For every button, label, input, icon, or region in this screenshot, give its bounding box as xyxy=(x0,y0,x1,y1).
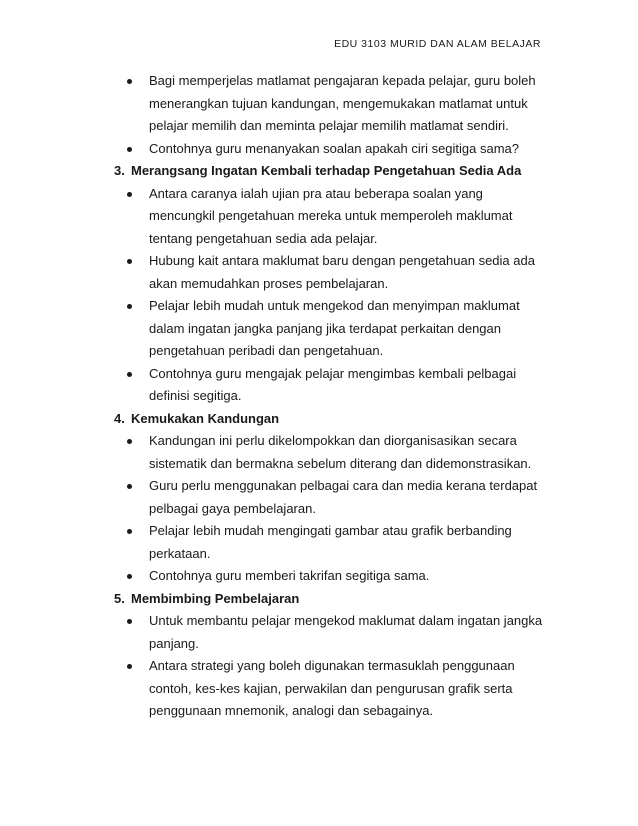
bullet-dot-icon xyxy=(127,664,132,669)
list-item-text: Pelajar lebih mudah mengingati gambar atau grafik berbanding perkataan. xyxy=(149,523,512,561)
list-item xyxy=(0,520,638,565)
list-item-text: Guru perlu menggunakan pelbagai cara dan media kerana terdapat pelbagai gaya pembelajaran. xyxy=(149,478,538,516)
bullet-dot-icon xyxy=(127,304,132,309)
section-title: Merangsang Ingatan Kembali terhadap Pengetahuan Sedia Ada xyxy=(131,163,522,178)
section-number: 5. xyxy=(114,590,125,606)
sections-container xyxy=(0,160,638,723)
list-item-text: Hubung kait antara maklumat baru dengan pengetahuan sedia ada akan memudahkan proses pembelajaran. xyxy=(149,253,535,291)
page-header: EDU 3103 MURID DAN ALAM BELAJAR xyxy=(334,38,541,50)
list-item-text: Antara strategi yang boleh digunakan termasuklah penggunaan contoh, kes-kes kajian, perwakilan dan pengurusan grafik serta penggunaan mnemonik, analogi dan sebagainya. xyxy=(149,658,515,718)
section-heading xyxy=(0,408,638,431)
bullet-list xyxy=(0,610,638,723)
list-item-text: Contohnya guru memberi takrifan segitiga sama. xyxy=(149,568,430,583)
bullet-dot-icon xyxy=(127,439,132,444)
section xyxy=(0,160,638,408)
list-item-text: Untuk membantu pelajar mengekod maklumat dalam ingatan jangka panjang. xyxy=(149,613,543,651)
bullet-dot-icon xyxy=(127,259,132,264)
bullet-dot-icon xyxy=(127,147,132,152)
bullet-dot-icon xyxy=(127,574,132,579)
bullet-dot-icon xyxy=(127,484,132,489)
section-heading xyxy=(0,588,638,611)
section-title: Membimbing Pembelajaran xyxy=(131,590,300,606)
list-item-text: Kandungan ini perlu dikelompokkan dan diorganisasikan secara sistematik dan bermakna sebelum diterang dan didemonstrasikan. xyxy=(149,433,532,471)
list-item xyxy=(0,655,638,723)
bullet-dot-icon xyxy=(127,79,132,84)
list-item xyxy=(0,295,638,363)
document-body xyxy=(0,70,638,723)
list-item xyxy=(0,250,638,295)
list-item xyxy=(0,363,638,408)
bullet-dot-icon xyxy=(127,619,132,624)
list-item xyxy=(0,430,638,475)
bullet-dot-icon xyxy=(127,192,132,197)
list-item-text: Antara caranya ialah ujian pra atau beberapa soalan yang mencungkil pengetahuan mereka untuk memperoleh maklumat tentang pengetahuan sedia ada pelajar. xyxy=(149,185,513,246)
section xyxy=(0,588,638,723)
section-number: 3. xyxy=(114,163,125,178)
list-item-text: Pelajar lebih mudah untuk mengekod dan menyimpan maklumat dalam ingatan jangka panjang jika terdapat perkaitan dengan pengetahuan peribadi dan pengetahuan. xyxy=(149,298,520,358)
list-item-text: Contohnya guru mengajak pelajar mengimbas kembali pelbagai definisi segitiga. xyxy=(149,365,517,403)
list-item xyxy=(0,138,638,161)
bullet-list xyxy=(0,430,638,588)
intro-bullet-list xyxy=(0,70,638,160)
section-heading xyxy=(0,160,638,183)
list-item xyxy=(0,183,638,251)
section-number: 4. xyxy=(114,410,125,426)
bullet-dot-icon xyxy=(127,372,132,377)
list-item xyxy=(0,475,638,520)
section-title: Kemukakan Kandungan xyxy=(131,410,280,426)
bullet-dot-icon xyxy=(127,529,132,534)
list-item-text: Bagi memperjelas matlamat pengajaran kepada pelajar, guru boleh menerangkan tujuan kandungan, mengemukakan matlamat untuk pelajar memilih dan meminta pelajar memilih matlamat sendiri. xyxy=(149,73,536,133)
list-item xyxy=(0,70,638,138)
list-item xyxy=(0,565,638,588)
list-item-text: Contohnya guru menanyakan soalan apakah ciri segitiga sama? xyxy=(149,140,520,156)
list-item xyxy=(0,610,638,655)
bullet-list xyxy=(0,183,638,408)
section xyxy=(0,408,638,588)
